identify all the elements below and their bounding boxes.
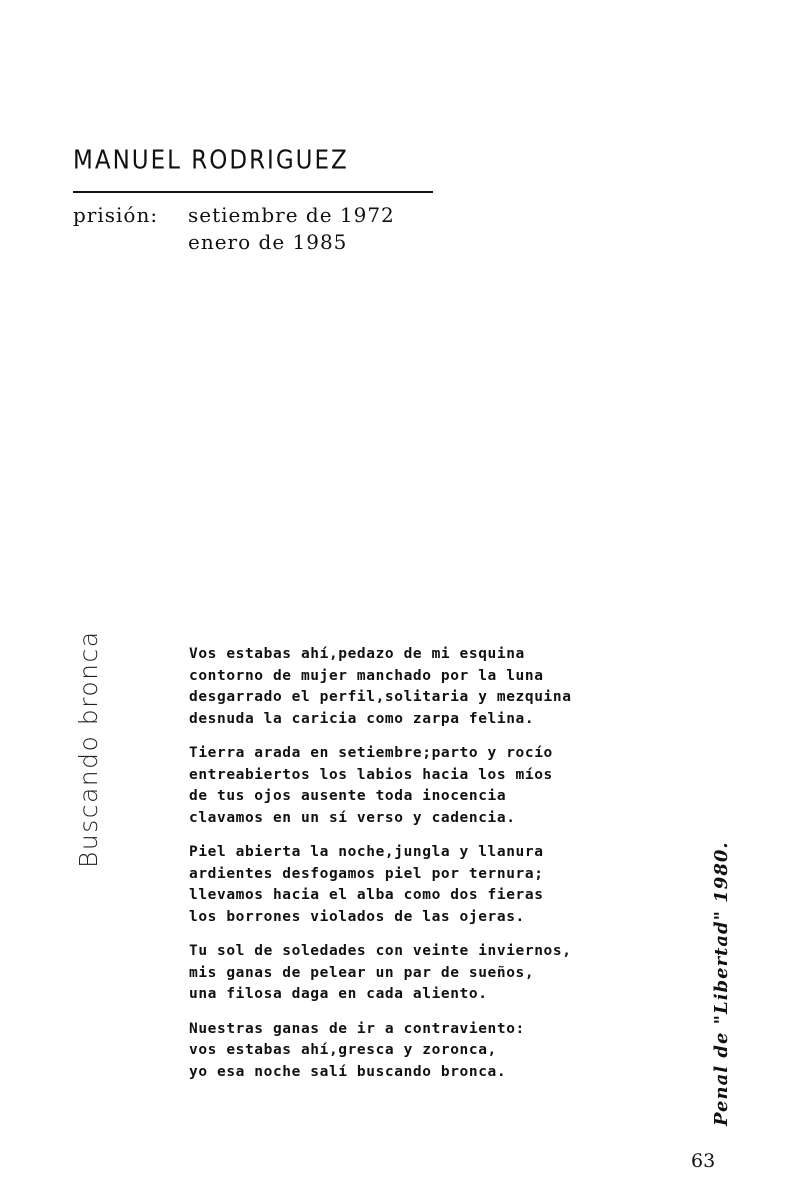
poem-line: clavamos en un sí verso y cadencia.	[189, 809, 516, 826]
header-rule	[73, 191, 433, 193]
page-number: 63	[691, 1150, 716, 1172]
poem-line: entreabiertos los labios hacia los míos	[189, 766, 553, 783]
poem-line: de tus ojos ausente toda inocencia	[189, 788, 507, 804]
poem-line: vos estabas ahí,gresca y zoronca,	[189, 1042, 497, 1058]
stanza-1	[189, 644, 572, 730]
stanza-3	[189, 842, 572, 928]
poem-line: mis ganas de pelear un par de sueños,	[189, 964, 535, 981]
poem-title: Buscando bronca	[74, 630, 103, 868]
poem-line: yo esa noche salí buscando bronca.	[189, 1063, 507, 1080]
stanza-2	[189, 743, 572, 829]
prison-end-date: enero de 1985	[188, 230, 348, 254]
prison-label: prisión:	[73, 203, 159, 227]
poem-line: Tu sol de soledades con veinte inviernos,	[189, 943, 572, 959]
author-name: MANUEL RODRIGUEZ	[73, 146, 349, 176]
poem-line: una filosa daga en cada aliento.	[189, 986, 488, 1002]
stanza-5	[189, 1019, 572, 1084]
poem-body	[189, 644, 572, 1096]
poem-line: contorno de mujer manchado por la luna	[189, 667, 544, 684]
poem-line: Vos estabas ahí,pedazo de mi esquina	[189, 646, 525, 662]
prison-credit: Penal de "Libertad" 1980.	[711, 841, 732, 1126]
stanza-4	[189, 941, 572, 1006]
poem-line: ardientes desfogamos piel por ternura;	[189, 865, 544, 882]
poem-line: Piel abierta la noche,jungla y llanura	[189, 844, 544, 860]
poem-line: desnuda la caricia como zarpa felina.	[189, 710, 535, 727]
poem-line: llevamos hacia el alba como dos fieras	[189, 887, 544, 903]
prison-start-date: setiembre de 1972	[188, 203, 395, 227]
poem-line: Nuestras ganas de ir a contraviento:	[189, 1020, 525, 1037]
poem-line: Tierra arada en setiembre;parto y rocío	[189, 745, 553, 761]
poem-line: desgarrado el perfil,solitaria y mezquina	[189, 689, 572, 705]
poem-line: los borrones violados de las ojeras.	[189, 908, 525, 925]
